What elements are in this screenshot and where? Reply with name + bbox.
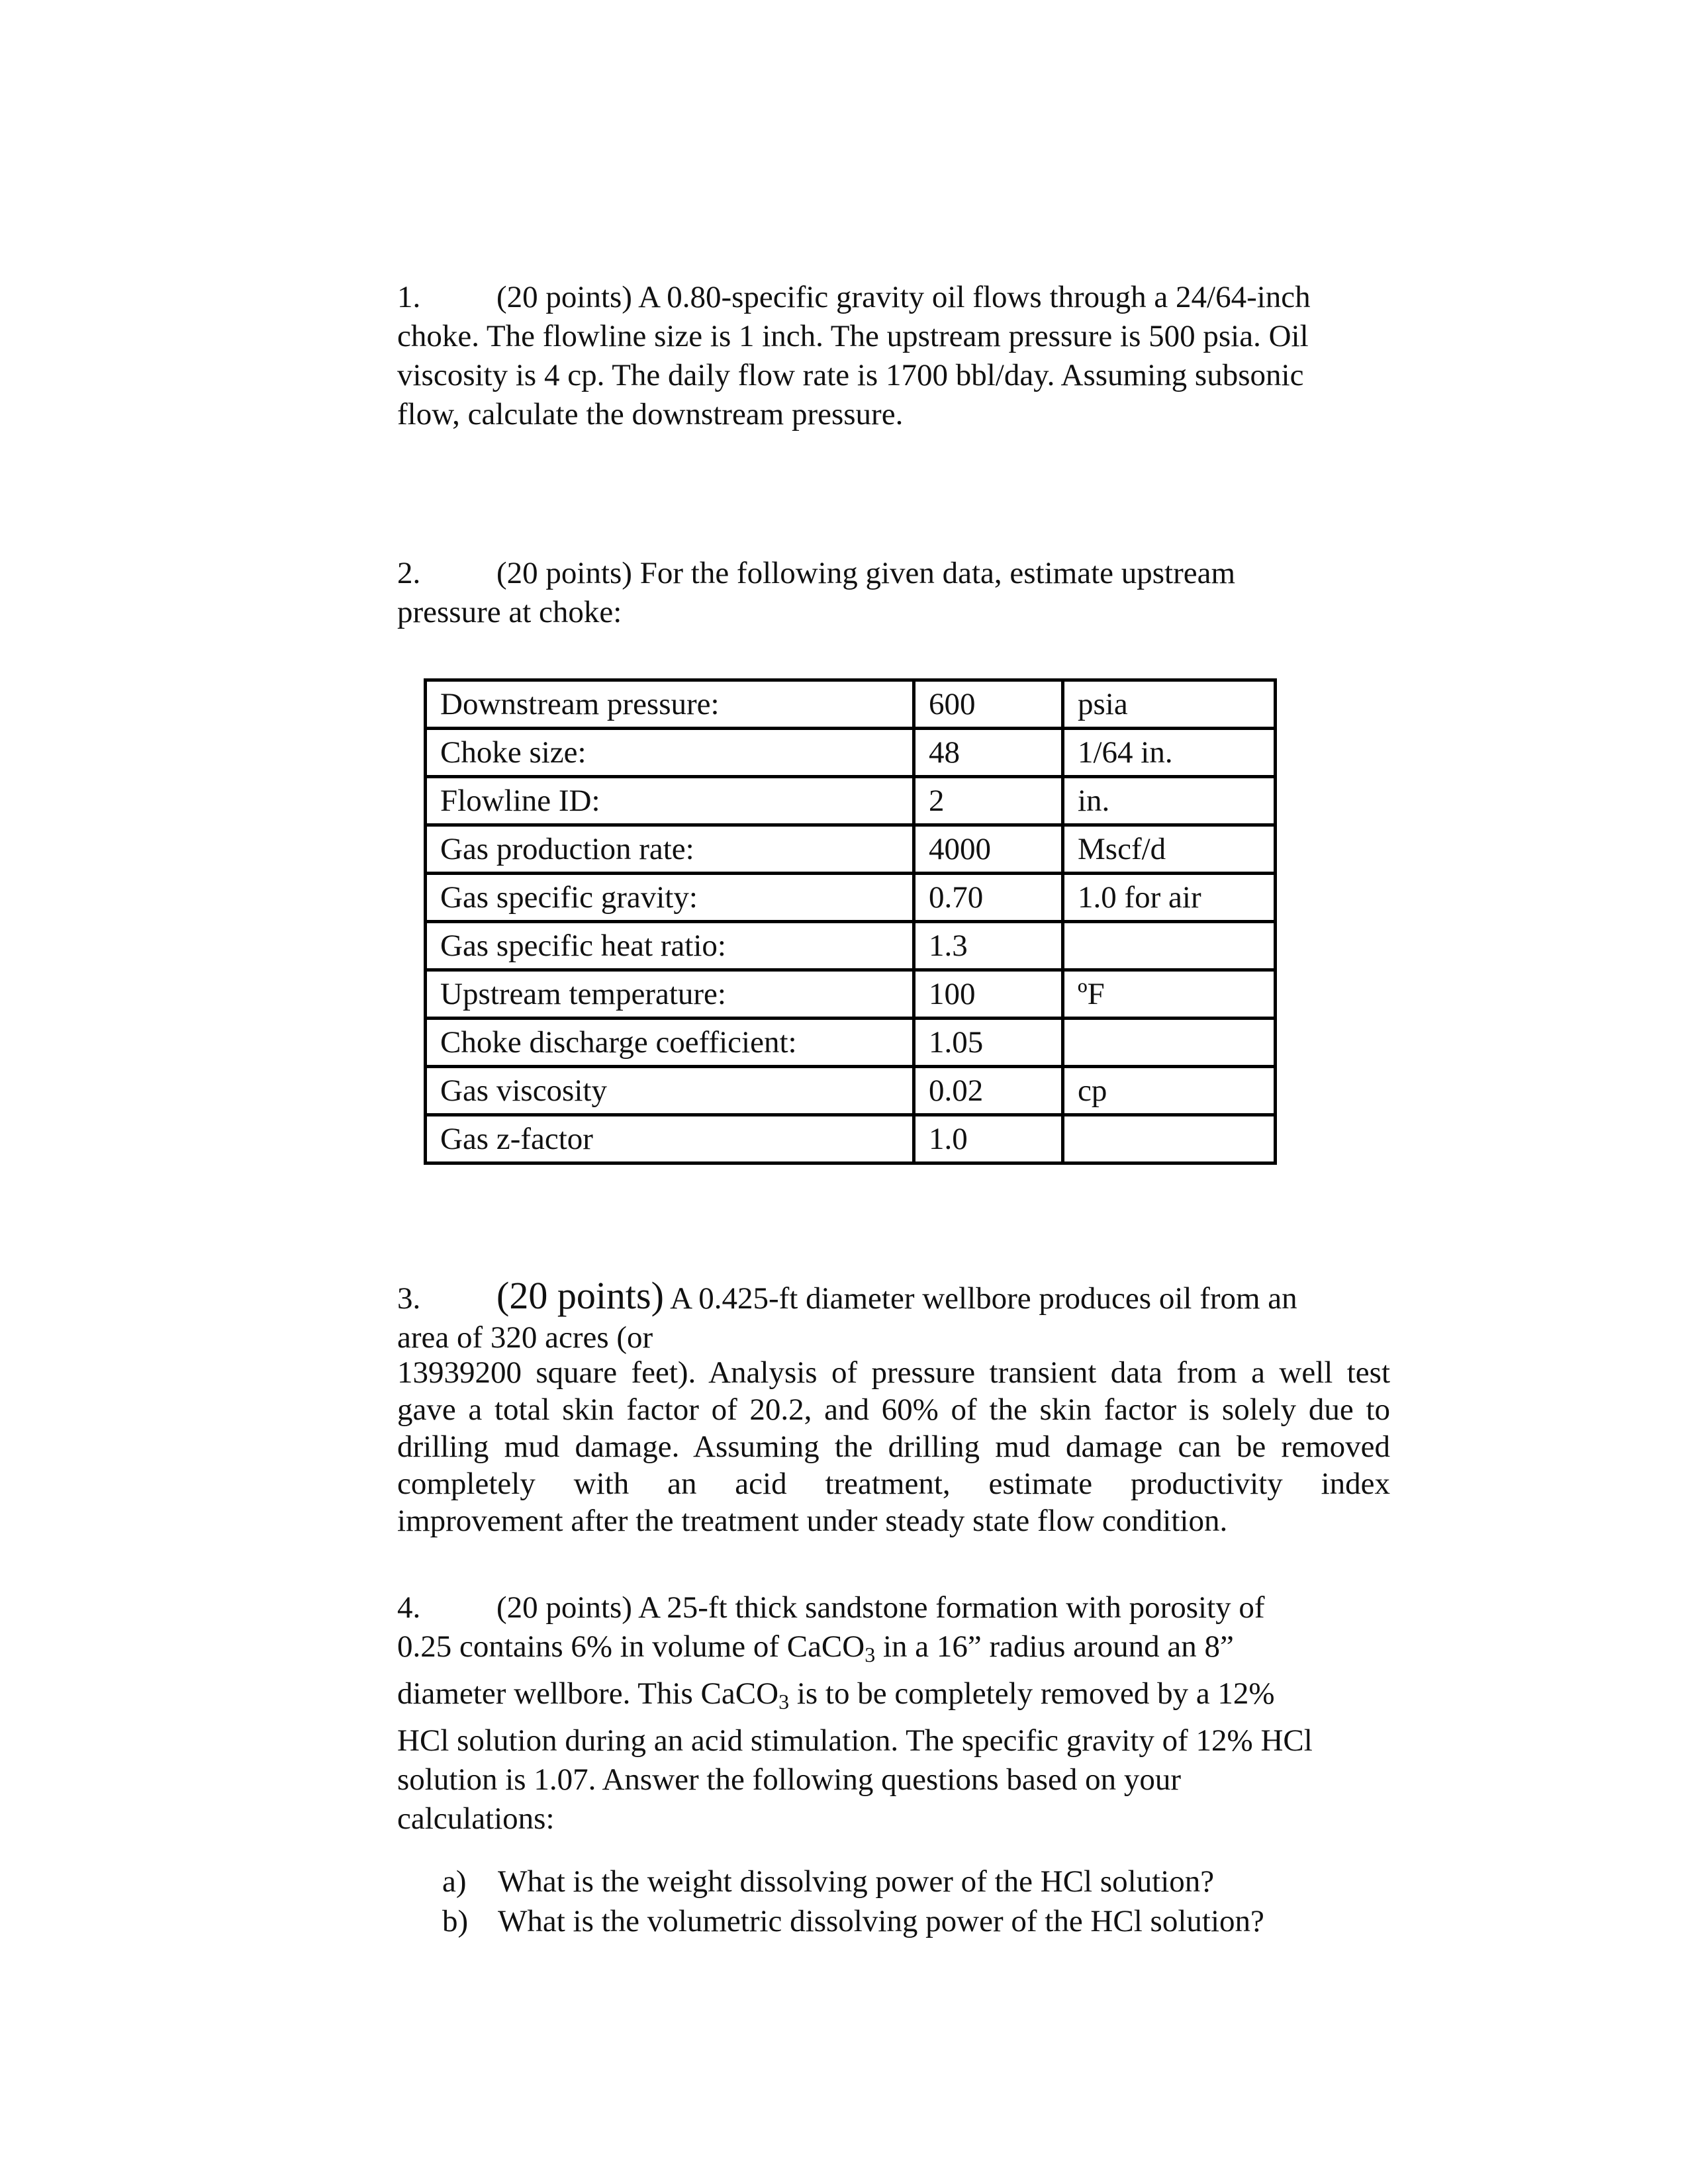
param-label: Gas z-factor (426, 1115, 914, 1163)
param-value: 1.3 (914, 922, 1063, 970)
q4-number: 4. (397, 1590, 421, 1625)
q4-line-4: HCl solution during an acid stimulation. The specific gravity of 12% HCl (397, 1723, 1313, 1758)
table-row (426, 1019, 1276, 1067)
q4-line-2: 0.25 contains 6% in volume of CaCO$_3$ in a 16” radius around an 8” (397, 1629, 1234, 1666)
question-3-body (397, 1354, 1390, 1539)
param-label: Gas viscosity (426, 1067, 914, 1115)
q3-line-3: 13939200 square feet). Analysis of pressure transient data from a well test (397, 1355, 1390, 1390)
q3-line-4: gave a total skin factor of 20.2, and 60% of the skin factor is solely due to (397, 1392, 1390, 1427)
param-label: Choke size: (426, 729, 914, 777)
q4-points: (20 points) (496, 1590, 632, 1625)
given-data-table (424, 678, 1277, 1165)
param-unit: cp (1063, 1067, 1276, 1115)
q4-line-3: diameter wellbore. This CaCO$_3$ is to be completely removed by a 12% (397, 1676, 1275, 1713)
param-label: Downstream pressure: (426, 680, 914, 729)
param-label: Gas specific gravity: (426, 874, 914, 922)
table-row (426, 922, 1276, 970)
param-unit: in. (1063, 777, 1276, 825)
param-unit (1063, 1115, 1276, 1163)
param-value: 0.02 (914, 1067, 1063, 1115)
question-2 (397, 554, 1390, 632)
q3-points: (20 points) (496, 1274, 664, 1317)
q4-line-6: calculations: (397, 1801, 555, 1836)
q1-line-1: 1. (20 points) A 0.80-specific gravity oil flows through a 24/64-inch (397, 278, 1390, 317)
subquestion-b: b) What is the volumetric dissolving power of the HCl solution? (442, 1904, 1264, 1938)
q3-line-6: completely with an acid treatment, estimate productivity index (397, 1467, 1390, 1501)
q3-line-2: area of 320 acres (or (397, 1320, 653, 1355)
param-value: 48 (914, 729, 1063, 777)
q1-number: 1. (397, 280, 421, 314)
q3-line-1: 3. (20 points) A 0.425-ft diameter wellbore produces oil from an (397, 1274, 1297, 1317)
param-value: 100 (914, 970, 1063, 1019)
param-unit: ºF (1063, 970, 1276, 1019)
subquestion-a: a) What is the weight dissolving power of the HCl solution? (442, 1864, 1215, 1899)
q1-points: (20 points) (496, 280, 632, 314)
q2-number: 2. (397, 556, 421, 590)
q3-number: 3. (397, 1281, 421, 1316)
q3-line-5: drilling mud damage. Assuming the drilling mud damage can be removed (397, 1430, 1390, 1464)
param-unit (1063, 922, 1276, 970)
q2-line-1: 2. (20 points) For the following given data, estimate upstream (397, 554, 1390, 593)
table-row (426, 777, 1276, 825)
table-row (426, 825, 1276, 874)
q2-line-2: pressure at choke: (397, 595, 622, 629)
param-value: 1.0 (914, 1115, 1063, 1163)
param-label: Flowline ID: (426, 777, 914, 825)
param-label: Choke discharge coefficient: (426, 1019, 914, 1067)
table-row (426, 1115, 1276, 1163)
param-label: Gas specific heat ratio: (426, 922, 914, 970)
q4-line-5: solution is 1.07. Answer the following questions based on your (397, 1762, 1182, 1797)
q4-line-1: 4. (20 points) A 25-ft thick sandstone formation with porosity of (397, 1588, 1390, 1627)
table-row (426, 680, 1276, 729)
param-label: Upstream temperature: (426, 970, 914, 1019)
q3-line-7: improvement after the treatment under steady state flow condition. (397, 1504, 1228, 1538)
param-value: 4000 (914, 825, 1063, 874)
param-value: 0.70 (914, 874, 1063, 922)
param-unit: 1/64 in. (1063, 729, 1276, 777)
param-label: Gas production rate: (426, 825, 914, 874)
question-4 (397, 1588, 1390, 1839)
table-row (426, 729, 1276, 777)
table-row (426, 1067, 1276, 1115)
param-unit: psia (1063, 680, 1276, 729)
q4-subquestions (442, 1862, 1369, 1941)
question-1 (397, 278, 1390, 434)
param-unit: Mscf/d (1063, 825, 1276, 874)
param-value: 600 (914, 680, 1063, 729)
table-row (426, 970, 1276, 1019)
question-3 (397, 1276, 1390, 1357)
q1-line-4: flow, calculate the downstream pressure. (397, 397, 904, 432)
q2-points: (20 points) (496, 556, 632, 590)
param-unit (1063, 1019, 1276, 1067)
param-value: 1.05 (914, 1019, 1063, 1067)
table-row (426, 874, 1276, 922)
q1-line-3: viscosity is 4 cp. The daily flow rate is 1700 bbl/day. Assuming subsonic (397, 358, 1304, 392)
param-value: 2 (914, 777, 1063, 825)
q1-line-2: choke. The flowline size is 1 inch. The upstream pressure is 500 psia. Oil (397, 319, 1309, 353)
param-unit: 1.0 for air (1063, 874, 1276, 922)
